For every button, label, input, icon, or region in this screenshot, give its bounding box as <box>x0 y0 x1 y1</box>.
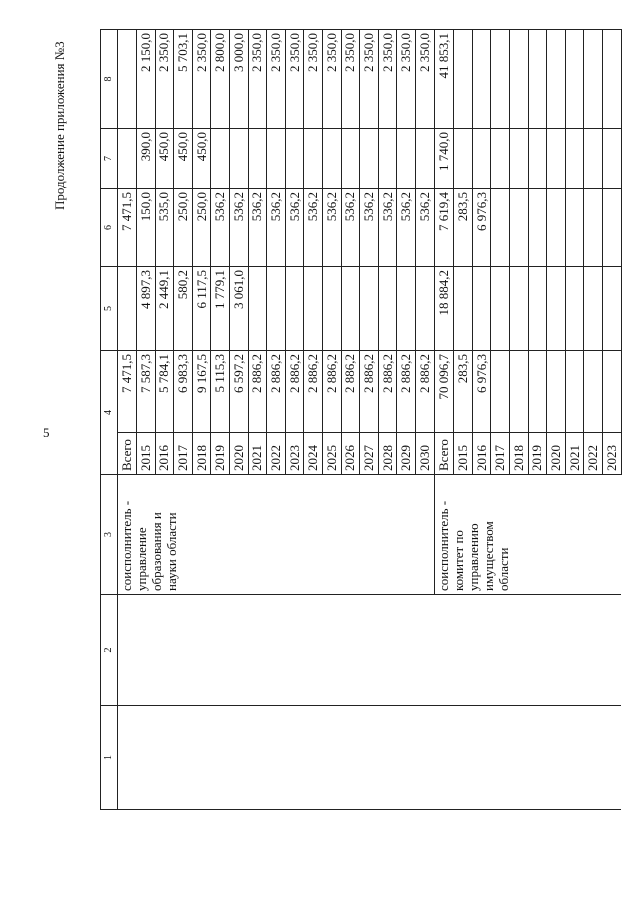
total-cell <box>547 351 566 433</box>
reg-budget-cell <box>528 189 547 267</box>
executor-text: соисполнитель - комитет по управлению имуществом области <box>436 500 512 591</box>
other-cell <box>565 30 584 129</box>
year-cell: 2021 <box>248 433 267 475</box>
local-budget-cell <box>602 129 621 189</box>
table-row <box>528 30 547 810</box>
other-cell: 2 350,0 <box>248 30 267 129</box>
other-cell: 2 350,0 <box>341 30 360 129</box>
total-cell: 2 886,2 <box>378 351 397 433</box>
other-cell: 2 350,0 <box>378 30 397 129</box>
reg-budget-cell: 150,0 <box>137 189 156 267</box>
executor-cell-continuation <box>416 475 435 595</box>
local-budget-cell <box>230 129 249 189</box>
rotated-table-container <box>100 30 619 810</box>
fed-budget-cell: 3 061,0 <box>230 267 249 351</box>
empty-cell <box>192 595 211 706</box>
table-row <box>491 30 510 810</box>
year-cell: 2024 <box>304 433 323 475</box>
table-row <box>584 30 603 810</box>
other-cell: 2 350,0 <box>192 30 211 129</box>
year-cell: 2029 <box>397 433 416 475</box>
reg-budget-cell: 7 619,4 <box>435 189 454 267</box>
reg-budget-cell: 6 976,3 <box>472 189 491 267</box>
empty-cell <box>378 706 397 810</box>
local-budget-cell <box>528 129 547 189</box>
empty-cell <box>230 706 249 810</box>
empty-cell <box>285 595 304 706</box>
executor-cell-continuation <box>230 475 249 595</box>
total-cell: 9 167,5 <box>192 351 211 433</box>
total-cell: 5 784,1 <box>155 351 174 433</box>
year-cell: 2019 <box>211 433 230 475</box>
other-cell <box>602 30 621 129</box>
local-budget-cell <box>565 129 584 189</box>
year-cell: 2023 <box>602 433 621 475</box>
empty-cell <box>341 595 360 706</box>
empty-cell <box>454 706 473 810</box>
empty-cell <box>435 706 454 810</box>
total-cell: 2 886,2 <box>323 351 342 433</box>
empty-cell <box>565 595 584 706</box>
year-cell: 2027 <box>360 433 379 475</box>
fed-budget-cell <box>248 267 267 351</box>
table-row <box>416 30 435 810</box>
empty-cell <box>155 706 174 810</box>
empty-cell <box>509 595 528 706</box>
other-cell: 2 350,0 <box>397 30 416 129</box>
empty-cell <box>248 595 267 706</box>
executor-cell-continuation <box>267 475 286 595</box>
fed-budget-cell <box>509 267 528 351</box>
executor-cell-continuation <box>341 475 360 595</box>
executor-cell-continuation <box>192 475 211 595</box>
total-cell: 2 886,2 <box>341 351 360 433</box>
fed-budget-cell: 1 779,1 <box>211 267 230 351</box>
table-row <box>174 30 193 810</box>
total-cell <box>584 351 603 433</box>
empty-cell <box>491 706 510 810</box>
other-cell: 2 350,0 <box>285 30 304 129</box>
total-cell: 283,5 <box>454 351 473 433</box>
empty-cell <box>528 595 547 706</box>
col-num-3: 3 <box>101 475 118 595</box>
reg-budget-cell: 536,2 <box>211 189 230 267</box>
year-cell: 2022 <box>267 433 286 475</box>
empty-cell <box>230 595 249 706</box>
year-cell: 2017 <box>491 433 510 475</box>
table-row <box>602 30 621 810</box>
total-cell: 5 115,3 <box>211 351 230 433</box>
table-row <box>192 30 211 810</box>
other-cell: 2 350,0 <box>416 30 435 129</box>
executor-cell-continuation <box>360 475 379 595</box>
year-cell: 2020 <box>547 433 566 475</box>
empty-cell <box>602 706 621 810</box>
table-row <box>435 30 454 810</box>
local-budget-cell <box>285 129 304 189</box>
year-cell: 2026 <box>341 433 360 475</box>
empty-cell <box>547 595 566 706</box>
reg-budget-cell <box>547 189 566 267</box>
table-frame <box>100 30 619 810</box>
local-budget-cell <box>454 129 473 189</box>
col-num-5: 5 <box>101 267 118 351</box>
year-cell: 2021 <box>565 433 584 475</box>
empty-cell <box>360 595 379 706</box>
local-budget-cell <box>584 129 603 189</box>
other-cell <box>454 30 473 129</box>
total-cell <box>491 351 510 433</box>
fed-budget-cell <box>285 267 304 351</box>
empty-cell <box>174 706 193 810</box>
fed-budget-cell: 4 897,3 <box>137 267 156 351</box>
empty-cell <box>584 595 603 706</box>
local-budget-cell <box>323 129 342 189</box>
fed-budget-cell <box>454 267 473 351</box>
total-cell <box>565 351 584 433</box>
empty-cell <box>248 706 267 810</box>
empty-cell <box>323 595 342 706</box>
empty-cell <box>304 706 323 810</box>
appendix-table <box>100 29 622 810</box>
year-cell: Всего <box>435 433 454 475</box>
empty-cell <box>137 706 156 810</box>
fed-budget-cell: 6 117,5 <box>192 267 211 351</box>
empty-cell <box>472 595 491 706</box>
empty-cell <box>192 706 211 810</box>
empty-cell <box>416 706 435 810</box>
empty-cell <box>584 706 603 810</box>
year-cell: 2018 <box>509 433 528 475</box>
year-cell: 2020 <box>230 433 249 475</box>
table-row <box>509 30 528 810</box>
fed-budget-cell <box>602 267 621 351</box>
fed-budget-cell <box>378 267 397 351</box>
executor-cell-continuation <box>378 475 397 595</box>
other-cell <box>547 30 566 129</box>
fed-budget-cell: 18 884,2 <box>435 267 454 351</box>
page-number: 5 <box>43 425 50 440</box>
other-cell: 5 703,1 <box>174 30 193 129</box>
table-row <box>397 30 416 810</box>
other-cell: 2 350,0 <box>267 30 286 129</box>
reg-budget-cell <box>565 189 584 267</box>
reg-budget-cell: 536,2 <box>341 189 360 267</box>
total-cell: 2 886,2 <box>267 351 286 433</box>
table-row <box>323 30 342 810</box>
reg-budget-cell: 536,2 <box>248 189 267 267</box>
reg-budget-cell: 536,2 <box>416 189 435 267</box>
table-row <box>341 30 360 810</box>
other-cell <box>584 30 603 129</box>
continuation-title <box>52 40 65 210</box>
reg-budget-cell <box>584 189 603 267</box>
total-cell: 6 983,3 <box>174 351 193 433</box>
empty-cell <box>472 706 491 810</box>
other-cell: 3 000,0 <box>230 30 249 129</box>
empty-cell <box>602 595 621 706</box>
total-cell: 2 886,2 <box>285 351 304 433</box>
empty-cell <box>118 595 137 706</box>
table-row <box>137 30 156 810</box>
other-cell: 2 800,0 <box>211 30 230 129</box>
fed-budget-cell <box>547 267 566 351</box>
executor-cell-continuation <box>602 475 621 595</box>
total-cell: 70 096,7 <box>435 351 454 433</box>
reg-budget-cell: 536,2 <box>230 189 249 267</box>
empty-cell <box>341 706 360 810</box>
local-budget-cell <box>118 129 137 189</box>
local-budget-cell <box>360 129 379 189</box>
table-row <box>118 30 137 810</box>
reg-budget-cell: 7 471,5 <box>118 189 137 267</box>
fed-budget-cell <box>584 267 603 351</box>
local-budget-cell <box>509 129 528 189</box>
empty-cell <box>118 706 137 810</box>
empty-cell <box>528 706 547 810</box>
empty-cell <box>211 706 230 810</box>
other-cell: 2 150,0 <box>137 30 156 129</box>
continuation-title-text: Продолжение приложения №3 <box>52 41 67 210</box>
table-row <box>454 30 473 810</box>
fed-budget-cell <box>118 267 137 351</box>
reg-budget-cell: 536,2 <box>323 189 342 267</box>
empty-cell <box>137 595 156 706</box>
table-row <box>565 30 584 810</box>
table-row <box>211 30 230 810</box>
local-budget-cell: 390,0 <box>137 129 156 189</box>
other-cell: 2 350,0 <box>360 30 379 129</box>
fed-budget-cell <box>267 267 286 351</box>
table-row <box>472 30 491 810</box>
empty-cell <box>435 595 454 706</box>
empty-cell <box>285 706 304 810</box>
reg-budget-cell: 536,2 <box>267 189 286 267</box>
year-cell: 2017 <box>174 433 193 475</box>
executor-cell-continuation <box>509 475 528 595</box>
local-budget-cell <box>416 129 435 189</box>
year-cell: 2016 <box>155 433 174 475</box>
local-budget-cell <box>472 129 491 189</box>
local-budget-cell: 450,0 <box>174 129 193 189</box>
empty-cell <box>454 595 473 706</box>
reg-budget-cell: 283,5 <box>454 189 473 267</box>
other-cell <box>509 30 528 129</box>
col-num-1: 1 <box>101 706 118 810</box>
fed-budget-cell <box>341 267 360 351</box>
empty-cell <box>397 706 416 810</box>
other-cell <box>472 30 491 129</box>
year-cell: 2025 <box>323 433 342 475</box>
empty-cell <box>378 595 397 706</box>
empty-cell <box>323 706 342 810</box>
empty-cell <box>509 706 528 810</box>
year-cell: 2022 <box>584 433 603 475</box>
total-cell <box>509 351 528 433</box>
local-budget-cell: 450,0 <box>192 129 211 189</box>
empty-cell <box>397 595 416 706</box>
reg-budget-cell: 535,0 <box>155 189 174 267</box>
table-row <box>285 30 304 810</box>
empty-cell <box>155 595 174 706</box>
reg-budget-cell <box>491 189 510 267</box>
year-cell: 2028 <box>378 433 397 475</box>
local-budget-cell <box>397 129 416 189</box>
empty-cell <box>491 595 510 706</box>
local-budget-cell <box>341 129 360 189</box>
empty-cell <box>547 706 566 810</box>
year-cell: 2023 <box>285 433 304 475</box>
fed-budget-cell: 580,2 <box>174 267 193 351</box>
local-budget-cell <box>491 129 510 189</box>
executor-cell-continuation <box>304 475 323 595</box>
executor-cell-continuation <box>248 475 267 595</box>
reg-budget-cell: 536,2 <box>304 189 323 267</box>
total-cell: 7 587,3 <box>137 351 156 433</box>
other-cell <box>528 30 547 129</box>
executor-cell-continuation <box>584 475 603 595</box>
col-num-7: 7 <box>101 129 118 189</box>
reg-budget-cell: 536,2 <box>397 189 416 267</box>
local-budget-cell <box>211 129 230 189</box>
fed-budget-cell <box>565 267 584 351</box>
fed-budget-cell <box>360 267 379 351</box>
local-budget-cell: 450,0 <box>155 129 174 189</box>
year-cell: 2015 <box>454 433 473 475</box>
col-num-2: 2 <box>101 595 118 706</box>
total-cell: 7 471,5 <box>118 351 137 433</box>
empty-cell <box>565 706 584 810</box>
local-budget-cell <box>378 129 397 189</box>
table-row <box>378 30 397 810</box>
fed-budget-cell <box>472 267 491 351</box>
executor-cell-continuation <box>397 475 416 595</box>
other-cell: 41 853,1 <box>435 30 454 129</box>
reg-budget-cell: 536,2 <box>285 189 304 267</box>
table-row <box>248 30 267 810</box>
empty-cell <box>211 595 230 706</box>
fed-budget-cell <box>304 267 323 351</box>
other-cell: 2 350,0 <box>304 30 323 129</box>
year-cell: 2015 <box>137 433 156 475</box>
year-cell: 2018 <box>192 433 211 475</box>
other-cell <box>491 30 510 129</box>
fed-budget-cell <box>397 267 416 351</box>
column-number-row <box>101 30 118 810</box>
other-cell: 2 350,0 <box>155 30 174 129</box>
table-row <box>360 30 379 810</box>
executor-cell-continuation <box>285 475 304 595</box>
year-cell: Всего <box>118 433 137 475</box>
local-budget-cell <box>267 129 286 189</box>
reg-budget-cell: 250,0 <box>192 189 211 267</box>
total-cell: 2 886,2 <box>360 351 379 433</box>
col-num-8: 8 <box>101 30 118 129</box>
local-budget-cell: 1 740,0 <box>435 129 454 189</box>
executor-cell-continuation <box>547 475 566 595</box>
fed-budget-cell: 2 449,1 <box>155 267 174 351</box>
empty-cell <box>267 706 286 810</box>
total-cell: 2 886,2 <box>416 351 435 433</box>
empty-cell <box>174 595 193 706</box>
empty-cell <box>304 595 323 706</box>
reg-budget-cell: 536,2 <box>378 189 397 267</box>
reg-budget-cell <box>509 189 528 267</box>
executor-cell-continuation <box>565 475 584 595</box>
empty-cell <box>360 706 379 810</box>
executor-cell-continuation <box>323 475 342 595</box>
fed-budget-cell <box>323 267 342 351</box>
reg-budget-cell: 536,2 <box>360 189 379 267</box>
reg-budget-cell: 250,0 <box>174 189 193 267</box>
empty-cell <box>416 595 435 706</box>
total-cell: 2 886,2 <box>248 351 267 433</box>
local-budget-cell <box>304 129 323 189</box>
table-row <box>547 30 566 810</box>
fed-budget-cell <box>528 267 547 351</box>
other-cell <box>118 30 137 129</box>
other-cell: 2 350,0 <box>323 30 342 129</box>
col-num-6: 6 <box>101 189 118 267</box>
table-row <box>304 30 323 810</box>
executor-cell <box>118 475 179 595</box>
col-num-4: 4 <box>101 351 118 475</box>
executor-cell-continuation <box>211 475 230 595</box>
total-cell: 2 886,2 <box>304 351 323 433</box>
table-body <box>118 30 622 810</box>
fed-budget-cell <box>491 267 510 351</box>
table-row <box>230 30 249 810</box>
local-budget-cell <box>248 129 267 189</box>
reg-budget-cell <box>602 189 621 267</box>
total-cell <box>528 351 547 433</box>
total-cell <box>602 351 621 433</box>
local-budget-cell <box>547 129 566 189</box>
year-cell: 2019 <box>528 433 547 475</box>
empty-cell <box>267 595 286 706</box>
table-row <box>267 30 286 810</box>
fed-budget-cell <box>416 267 435 351</box>
total-cell: 2 886,2 <box>397 351 416 433</box>
total-cell: 6 597,2 <box>230 351 249 433</box>
total-cell: 6 976,3 <box>472 351 491 433</box>
executor-text: соисполнитель - управление образования и науки области <box>119 500 179 591</box>
year-cell: 2016 <box>472 433 491 475</box>
executor-cell-continuation <box>528 475 547 595</box>
year-cell: 2030 <box>416 433 435 475</box>
executor-cell <box>435 475 512 595</box>
table-row <box>155 30 174 810</box>
